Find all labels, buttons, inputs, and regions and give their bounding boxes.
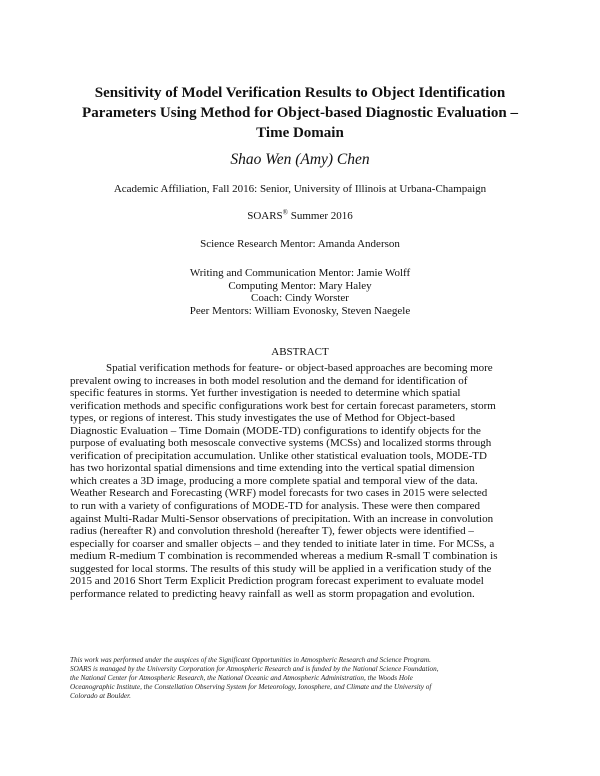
abstract-line: purpose of evaluating both mesoscale convective systems (MCSs) and localized storms through	[70, 437, 492, 450]
abstract-line: performance related to predicting heavy rainfall as well as storm propagation and evolution.	[70, 587, 475, 600]
paper-title	[60, 83, 540, 143]
abstract-line: suggested for local storms. The results of this study will be applied in a verification study of the	[70, 562, 492, 575]
abstract-line: to run with a variety of configurations of MODE-TD for analysis. These were then compared	[70, 500, 481, 513]
abstract-line: specific features in storms. Yet further investigation is needed to determine which spatial	[70, 387, 461, 400]
abstract-line: Diagnostic Evaluation – Time Domain (MODE-TD) configurations to identify objects for the	[70, 424, 481, 437]
abstract-line: verification of precipitation accumulation. Unlike other statistical evaluation tools, MODE-TD	[70, 449, 487, 462]
abstract-line: types, or regions of interest. This study investigates the use of Method for Object-based	[70, 412, 456, 425]
mentor-list	[0, 267, 600, 317]
abstract-line: Weather Research and Forecasting (WRF) model forecasts for two cases in 2015 were selected	[70, 487, 488, 500]
abstract-line: especially for coarser and smaller objects – and they tended to initiate later in time. For MCSs, a	[70, 537, 495, 550]
mentor-line: Computing Mentor: Mary Haley	[228, 279, 372, 292]
footnote-line: This work was performed under the auspices of the Significant Opportunities in Atmospheric Research and Science Program.	[70, 656, 431, 664]
abstract-line: against Multi-Radar Multi-Sensor observations of precipitation. With an increase in convolution	[70, 512, 494, 525]
abstract-heading: ABSTRACT	[271, 346, 329, 358]
title-line: Parameters Using Method for Object-based Diagnostic Evaluation –	[82, 105, 518, 121]
footnote-line: the National Center for Atmospheric Research, the National Oceanic and Atmospheric Administration, the Woods Hole	[70, 674, 413, 682]
abstract-body	[70, 362, 532, 600]
author-name: Shao Wen (Amy) Chen	[230, 151, 370, 168]
abstract-line: Spatial verification methods for feature- or object-based approaches are becoming more	[106, 362, 493, 374]
funding-footnote	[70, 656, 532, 701]
footnote-line: Colorado at Boulder.	[70, 692, 131, 700]
soars-name: SOARS	[247, 210, 283, 222]
abstract-line: verification methods and specific configurations work best for certain forecast parameters, storm	[70, 399, 496, 412]
abstract-line: medium R-medium T combination is recommended whereas a medium R-small T combination is	[70, 550, 498, 563]
affiliation: Academic Affiliation, Fall 2016: Senior, University of Illinois at Urbana-Champaign	[113, 183, 487, 195]
mentor-line: Writing and Communication Mentor: Jamie Wolff	[189, 267, 411, 279]
science-mentor: Science Research Mentor: Amanda Anderson	[200, 238, 400, 250]
abstract-line: radius (hereafter R) and convolution threshold (hereafter T), fewer objects were identified –	[70, 525, 474, 538]
abstract-line: 2015 and 2016 Short Term Explicit Prediction program forecast experiment to evaluate model	[70, 575, 484, 588]
footnote-line: SOARS is managed by the University Corporation for Atmospheric Research and is funded by the National Science Foundation,	[70, 665, 439, 673]
title-line: Sensitivity of Model Verification Results to Object Identification	[94, 85, 506, 101]
mentor-line: Coach: Cindy Worster	[251, 292, 349, 304]
soars-line	[0, 210, 600, 222]
abstract-line: which creates a 3D image, producing a more complete spatial and temporal view of the data.	[70, 474, 478, 487]
footnote-line: Oceanographic Institute, the Constellation Observing System for Meteorology, Ionosphere, and Climate and the University of	[70, 683, 432, 691]
abstract-line: has two horizontal spatial dimensions and time extending into the vertical spatial dimension	[70, 462, 475, 475]
soars-season: Summer 2016	[290, 210, 353, 222]
abstract-line: prevalent owing to increases in both model resolution and the demand for identification of	[70, 374, 468, 387]
title-line: Time Domain	[256, 125, 344, 141]
mentor-line: Peer Mentors: William Evonosky, Steven Naegele	[189, 304, 411, 317]
registered-mark: ®	[282, 208, 288, 217]
